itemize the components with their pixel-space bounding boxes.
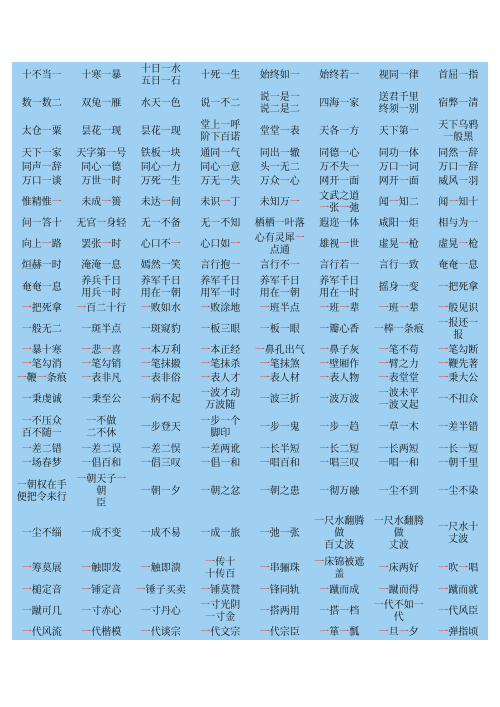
idiom-cell: 万众一心 <box>259 175 300 187</box>
idiom-cell: 一波未平 一波又起 <box>378 388 419 412</box>
idiom-cell: 言行若一 <box>319 260 360 272</box>
idiom-row <box>12 273 488 301</box>
idiom-cell: 天字第一号 <box>76 147 127 159</box>
idiom-cell: 一不做 二不休 <box>86 416 117 440</box>
idiom-cell: 一锤莫赞 <box>200 584 241 596</box>
idiom-cell: 天下一家 <box>21 147 62 159</box>
idiom-cell: 一表人才 <box>200 373 241 385</box>
idiom-cell: 一蹴可几 <box>21 605 62 617</box>
idiom-cell: 言行抱一 <box>200 260 241 272</box>
idiom-cell: 同功一体 <box>378 147 419 159</box>
idiom-row <box>12 414 488 442</box>
idiom-cell: 一笔抹煞 <box>259 359 300 371</box>
idiom-cell: 文武之道 一张一弛 <box>319 190 360 214</box>
idiom-cell: 未达一间 <box>140 196 181 208</box>
idiom-row <box>12 62 488 90</box>
idiom-cell: 一朝之忿 <box>200 485 241 497</box>
idiom-cell: 淹淹一息 <box>81 260 122 272</box>
idiom-cell: 一朝一夕 <box>140 485 181 497</box>
idiom-cell: 一弹指顷 <box>438 626 479 638</box>
idiom-cell: 无一不知 <box>200 218 241 230</box>
idiom-cell: 养军千日 用在一时 <box>319 275 360 299</box>
idiom-cell: 一唱一和 <box>378 457 419 469</box>
idiom-cell: 一朝天子一朝 臣 <box>76 473 127 509</box>
idiom-row <box>12 555 488 583</box>
idiom-cell: 虚晃一枪 <box>438 239 479 251</box>
idiom-cell: 一笔抹摋 <box>140 359 181 371</box>
idiom-cell: 一步一趋 <box>319 422 360 434</box>
idiom-cell: 一把死拿 <box>438 281 479 293</box>
idiom-cell: 十死一生 <box>200 70 241 82</box>
idiom-cell: 一病不起 <box>140 394 181 406</box>
idiom-cell: 一触即发 <box>81 563 122 575</box>
idiom-cell: 一寸赤心 <box>81 605 122 617</box>
idiom-cell: 一表人物 <box>319 373 360 385</box>
idiom-cell: 一代宗臣 <box>259 626 300 638</box>
idiom-row <box>12 259 488 273</box>
idiom-cell: 一表非凡 <box>81 373 122 385</box>
idiom-cell: 遐迩一体 <box>319 218 360 230</box>
idiom-cell: 一秉虔诚 <box>21 394 62 406</box>
idiom-cell: 同心一意 <box>200 161 241 173</box>
idiom-row <box>12 161 488 175</box>
idiom-row <box>12 583 488 597</box>
idiom-cell: 一差二错 <box>21 443 62 455</box>
idiom-cell: 一瓣心香 <box>319 323 360 335</box>
idiom-cell: 太仓一粟 <box>21 126 62 138</box>
idiom-cell: 一彻万融 <box>319 485 360 497</box>
idiom-cell: 一尘不染 <box>438 485 479 497</box>
idiom-cell: 栖栖一叶落 <box>254 218 305 230</box>
idiom-cell: 一触即溃 <box>140 563 181 575</box>
idiom-cell: 宿弊一清 <box>438 98 479 110</box>
idiom-cell: 一朝千里 <box>438 457 479 469</box>
idiom-cell: 堂上一呼 阶下百诺 <box>200 120 241 144</box>
idiom-cell: 一代风臣 <box>438 605 479 617</box>
idiom-cell: 雄视一世 <box>319 239 360 251</box>
idiom-cell: 一笔勾消 <box>21 359 62 371</box>
idiom-cell: 水天一色 <box>140 98 181 110</box>
idiom-table <box>12 62 488 640</box>
idiom-cell: 万不失一 <box>319 161 360 173</box>
idiom-cell: 一笔不苟 <box>378 344 419 356</box>
idiom-cell: 堂堂一表 <box>259 126 300 138</box>
idiom-cell: 一鞭一条痕 <box>16 373 67 385</box>
idiom-cell: 一弛一张 <box>259 528 300 540</box>
idiom-cell: 一倡三叹 <box>140 457 181 469</box>
idiom-cell: 一代风流 <box>21 626 62 638</box>
idiom-cell: 罢张一时 <box>81 239 122 251</box>
idiom-cell: 一班一辈 <box>378 302 419 314</box>
idiom-cell: 万无一失 <box>200 175 241 187</box>
idiom-row <box>12 316 488 344</box>
idiom-cell: 昙花一现 <box>140 126 181 138</box>
idiom-cell: 心口如一 <box>200 239 241 251</box>
idiom-cell: 一蹴而得 <box>378 584 419 596</box>
idiom-cell: 一唱三叹 <box>319 457 360 469</box>
idiom-row <box>12 147 488 161</box>
idiom-cell: 一波万波 <box>319 394 360 406</box>
idiom-row <box>12 189 488 217</box>
idiom-cell: 十日一水 五日一石 <box>140 64 181 88</box>
idiom-cell: 一报还一 报 <box>438 317 479 341</box>
idiom-cell: 一笔勾销 <box>81 359 122 371</box>
idiom-cell: 一差二悮 <box>140 443 181 455</box>
idiom-row <box>12 217 488 231</box>
idiom-cell: 一长二短 <box>319 443 360 455</box>
idiom-cell: 昙花一现 <box>81 126 122 138</box>
idiom-cell: 一成不易 <box>140 528 181 540</box>
idiom-cell: 十不当一 <box>21 70 62 82</box>
idiom-cell: 一长半短 <box>259 443 300 455</box>
idiom-cell: 一蹴而就 <box>438 584 479 596</box>
idiom-cell: 咸阳一炬 <box>378 218 419 230</box>
idiom-cell: 一尺水翻腾做 丈波 <box>373 516 424 552</box>
idiom-cell: 虚晃一枪 <box>378 239 419 251</box>
idiom-cell: 四海一家 <box>319 98 360 110</box>
idiom-cell: 说一不二 <box>200 98 241 110</box>
idiom-cell: 一长一短 <box>438 443 479 455</box>
idiom-cell: 首屈一指 <box>438 70 479 82</box>
idiom-cell: 一床两好 <box>378 563 419 575</box>
idiom-cell: 言行一致 <box>378 260 419 272</box>
idiom-cell: 一旦一夕 <box>378 626 419 638</box>
idiom-cell: 一本万利 <box>140 344 181 356</box>
idiom-cell: 一秉大公 <box>438 373 479 385</box>
idiom-cell: 奄奄一息 <box>438 260 479 272</box>
idiom-cell: 一波三折 <box>259 394 300 406</box>
idiom-row <box>12 302 488 316</box>
idiom-cell: 一草一木 <box>378 422 419 434</box>
idiom-cell: 一不扣众 <box>438 394 479 406</box>
idiom-cell: 网开一面 <box>319 175 360 187</box>
idiom-cell: 嫣然一笑 <box>140 260 181 272</box>
idiom-cell: 养军千日 用在一朝 <box>259 275 300 299</box>
idiom-cell: 天各一方 <box>319 126 360 138</box>
idiom-cell: 一波才动 万波随 <box>200 388 241 412</box>
idiom-cell: 一悲一喜 <box>81 344 122 356</box>
idiom-cell: 视同一律 <box>378 70 419 82</box>
idiom-cell: 一班一辈 <box>319 302 360 314</box>
idiom-cell: 一鼻孔出气 <box>254 344 305 356</box>
idiom-cell: 一寸光阴 一寸金 <box>200 599 241 623</box>
idiom-cell: 养军千日 用在一朝 <box>140 275 181 299</box>
idiom-cell: 一锋同轨 <box>259 584 300 596</box>
idiom-cell: 一串骊珠 <box>259 563 300 575</box>
idiom-cell: 同德一心 <box>319 147 360 159</box>
idiom-cell: 一吹一唱 <box>438 563 479 575</box>
idiom-cell: 向上一路 <box>21 239 62 251</box>
idiom-cell: 一代谈宗 <box>140 626 181 638</box>
idiom-cell: 相与为一 <box>438 218 479 230</box>
idiom-cell: 一代不如一代 <box>373 599 424 623</box>
idiom-cell: 一长两短 <box>378 443 419 455</box>
idiom-cell: 一百二十行 <box>76 302 127 314</box>
idiom-cell: 言行不一 <box>259 260 300 272</box>
idiom-cell: 一尘不到 <box>378 485 419 497</box>
idiom-row <box>12 358 488 372</box>
idiom-cell: 一把死拿 <box>21 302 62 314</box>
idiom-cell: 双兔一雁 <box>81 98 122 110</box>
idiom-cell: 惟精惟一 <box>21 196 62 208</box>
idiom-cell: 一臂之力 <box>378 359 419 371</box>
idiom-cell: 一暴十寒 <box>21 344 62 356</box>
idiom-cell: 一倡百和 <box>81 457 122 469</box>
idiom-row <box>12 231 488 259</box>
idiom-cell: 万世一时 <box>81 175 122 187</box>
idiom-cell: 同然一辞 <box>438 147 479 159</box>
idiom-cell: 同心一力 <box>140 161 181 173</box>
idiom-cell: 一搭两用 <box>259 605 300 617</box>
idiom-cell: 数一数二 <box>21 98 62 110</box>
idiom-cell: 同声一辞 <box>21 161 62 173</box>
idiom-cell: 一败涂地 <box>200 302 241 314</box>
idiom-cell: 未成一篑 <box>81 196 122 208</box>
idiom-cell: 头一无二 <box>259 161 300 173</box>
idiom-cell: 养兵千日 用兵一时 <box>81 275 122 299</box>
idiom-cell: 一表堂堂 <box>378 373 419 385</box>
idiom-cell: 一笔勾断 <box>438 344 479 356</box>
idiom-cell: 一搭一档 <box>319 605 360 617</box>
idiom-cell: 无一不备 <box>140 218 181 230</box>
idiom-cell: 通同一气 <box>200 147 241 159</box>
idiom-cell: 烜赫一时 <box>21 260 62 272</box>
idiom-cell: 奄奄一息 <box>21 281 62 293</box>
idiom-cell: 同出一辙 <box>259 147 300 159</box>
idiom-cell: 一差半错 <box>438 422 479 434</box>
idiom-cell: 一不压众 百不随一 <box>21 416 62 440</box>
idiom-cell: 一朝权在手 便把令来行 <box>16 479 67 503</box>
idiom-cell: 始终如一 <box>259 70 300 82</box>
idiom-cell: 网开一面 <box>378 175 419 187</box>
idiom-row <box>12 372 488 386</box>
idiom-cell: 一鞭先著 <box>438 359 479 371</box>
idiom-cell: 心有灵犀一 点通 <box>254 233 305 257</box>
idiom-cell: 一般见识 <box>438 302 479 314</box>
idiom-cell: 万口一词 <box>378 161 419 173</box>
idiom-cell: 一斑窥豹 <box>140 323 181 335</box>
idiom-cell: 万死一生 <box>140 175 181 187</box>
idiom-cell: 未识一丁 <box>200 196 241 208</box>
idiom-sheet <box>12 62 488 640</box>
idiom-cell: 心口不一 <box>140 239 181 251</box>
idiom-cell: 一锤子买卖 <box>135 584 186 596</box>
idiom-cell: 一成一旅 <box>200 528 241 540</box>
idiom-row <box>12 598 488 626</box>
idiom-cell: 一唱百和 <box>259 457 300 469</box>
idiom-row <box>12 386 488 414</box>
idiom-cell: 一传十 十传百 <box>205 557 236 581</box>
idiom-cell: 无官一身轻 <box>76 218 127 230</box>
idiom-row <box>12 626 488 640</box>
idiom-cell: 同心一德 <box>81 161 122 173</box>
idiom-cell: 一筹莫展 <box>21 563 62 575</box>
idiom-cell: 一床锦被遮盖 <box>314 557 365 581</box>
idiom-cell: 一鼻子灰 <box>319 344 360 356</box>
idiom-cell: 一差二误 <box>81 443 122 455</box>
idiom-cell: 一成不变 <box>81 528 122 540</box>
idiom-cell: 一步一鬼 <box>259 422 300 434</box>
idiom-cell: 闻一知二 <box>378 196 419 208</box>
idiom-cell: 威风一羽 <box>438 175 479 187</box>
idiom-cell: 天下乌鸦 一般黑 <box>438 120 479 144</box>
idiom-cell: 一寸丹心 <box>140 605 181 617</box>
idiom-cell: 一蹴而成 <box>319 584 360 596</box>
idiom-cell: 一尺水翻腾做 百丈波 <box>314 516 365 552</box>
idiom-row <box>12 513 488 555</box>
idiom-row <box>12 90 488 118</box>
idiom-cell: 一板三眼 <box>200 323 241 335</box>
idiom-cell: 一败如水 <box>140 302 181 314</box>
idiom-cell: 铁板一块 <box>140 147 181 159</box>
idiom-cell: 一尺水十 丈波 <box>438 522 479 546</box>
idiom-cell: 一棒一条痕 <box>373 323 424 335</box>
idiom-cell: 一板一眼 <box>259 323 300 335</box>
idiom-cell: 养军千日 用军一时 <box>200 275 241 299</box>
idiom-cell: 摇身一变 <box>378 281 419 293</box>
idiom-cell: 送君千里 终须一别 <box>378 92 419 116</box>
idiom-cell: 一壁厢作 <box>319 359 360 371</box>
idiom-row <box>12 118 488 146</box>
idiom-cell: 一倡一和 <box>200 457 241 469</box>
idiom-cell: 一箪一瓢 <box>319 626 360 638</box>
idiom-cell: 一步一个 脚印 <box>200 416 241 440</box>
idiom-cell: 万口一谈 <box>21 175 62 187</box>
idiom-cell: 一表非俗 <box>140 373 181 385</box>
idiom-row <box>12 175 488 189</box>
idiom-cell: 一步登天 <box>140 422 181 434</box>
idiom-cell: 一班半点 <box>259 302 300 314</box>
idiom-cell: 一尘不缁 <box>21 528 62 540</box>
idiom-cell: 一秉至公 <box>81 394 122 406</box>
idiom-row <box>12 471 488 513</box>
idiom-cell: 未知万一 <box>259 196 300 208</box>
idiom-cell: 一锤定音 <box>81 584 122 596</box>
idiom-cell: 一笔抹杀 <box>200 359 241 371</box>
idiom-cell: 一表人材 <box>259 373 300 385</box>
idiom-row <box>12 344 488 358</box>
idiom-cell: 天下第一 <box>378 126 419 138</box>
idiom-cell: 十寒一暴 <box>81 70 122 82</box>
idiom-cell: 一朝之患 <box>259 485 300 497</box>
idiom-cell: 一本正经 <box>200 344 241 356</box>
idiom-cell: 闻一知十 <box>438 196 479 208</box>
idiom-cell: 一般无二 <box>21 323 62 335</box>
idiom-row <box>12 457 488 471</box>
idiom-row <box>12 443 488 457</box>
idiom-cell: 说一是一 说二是二 <box>259 92 300 116</box>
idiom-cell: 问一答十 <box>21 218 62 230</box>
idiom-cell: 一槌定音 <box>21 584 62 596</box>
idiom-cell: 一场春梦 <box>21 457 62 469</box>
idiom-cell: 一代楷模 <box>81 626 122 638</box>
idiom-cell: 万口一辞 <box>438 161 479 173</box>
idiom-cell: 一代文宗 <box>200 626 241 638</box>
idiom-cell: 一斑半点 <box>81 323 122 335</box>
idiom-cell: 始终若一 <box>319 70 360 82</box>
idiom-cell: 一差两讹 <box>200 443 241 455</box>
